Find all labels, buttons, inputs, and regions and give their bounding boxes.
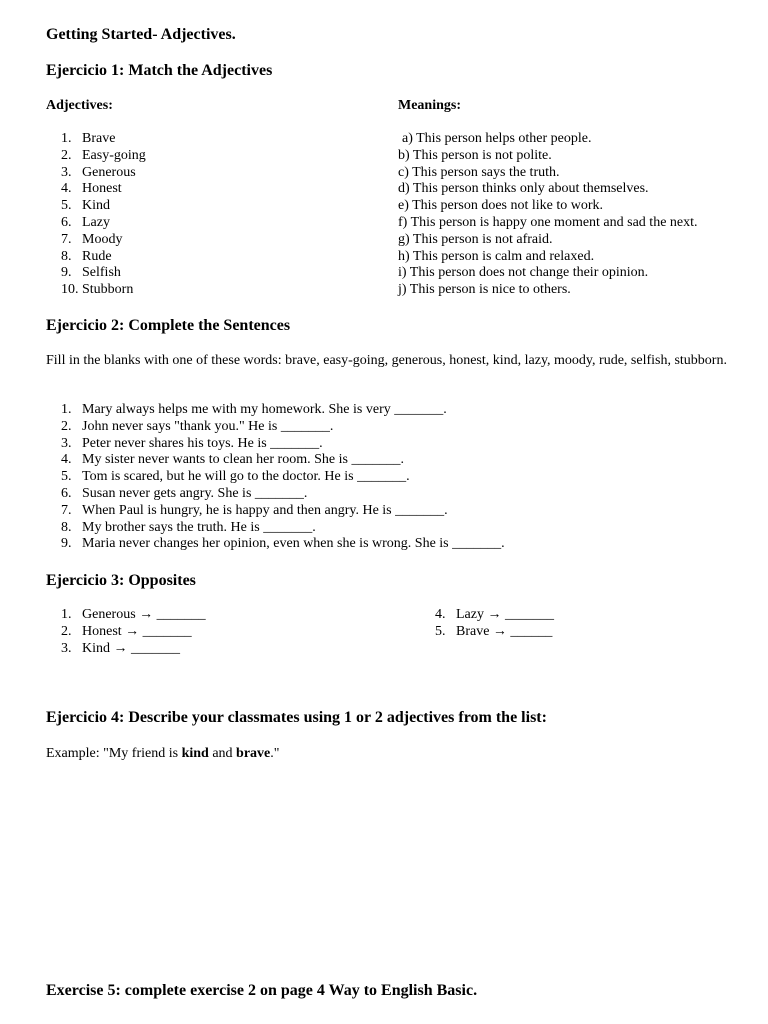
list-item: 9. Selfish: [61, 265, 121, 281]
list-item: 3. Kind → _______: [61, 640, 180, 656]
list-item: 8. Rude: [61, 248, 112, 264]
list-item: 5. Brave → ______: [435, 623, 553, 639]
list-item: 4. Lazy → _______: [435, 607, 554, 622]
list-item: a) This person helps other people.: [402, 131, 592, 146]
list-item: i) This person does not change their opinion.: [398, 265, 649, 281]
list-item: 2. Honest → _______: [61, 623, 192, 639]
list-item: d) This person thinks only about themselves.: [398, 181, 649, 197]
ex4-example: Example: "My friend is kind and brave.": [46, 746, 280, 761]
list-item: 3. Generous: [61, 164, 136, 180]
list-item: 2. John never says "thank you." He is _______.: [61, 418, 334, 434]
list-item: 6. Susan never gets angry. She is _______.: [61, 485, 308, 501]
list-item: b) This person is not polite.: [398, 147, 552, 163]
ex2-heading: Ejercicio 2: Complete the Sentences: [46, 317, 291, 334]
list-item: c) This person says the truth.: [398, 164, 560, 180]
adjectives-label: Adjectives:: [46, 98, 113, 113]
ex1-heading: Ejercicio 1: Match the Adjectives: [46, 62, 273, 79]
list-item: 5. Tom is scared, but he will go to the doctor. He is _______.: [61, 469, 410, 485]
list-item: e) This person does not like to work.: [398, 198, 604, 214]
list-item: 7. Moody: [61, 231, 123, 247]
opposites-right-list: [410, 607, 554, 641]
list-item: 7. When Paul is hungry, he is happy and then angry. He is _______.: [61, 502, 448, 518]
page-title: Getting Started- Adjectives.: [46, 26, 236, 43]
ex4-heading: Ejercicio 4: Describe your classmates using 1 or 2 adjectives from the list:: [46, 709, 547, 726]
list-item: 3. Peter never shares his toys. He is _______.: [61, 435, 323, 451]
list-item: g) This person is not afraid.: [398, 231, 553, 247]
list-item: h) This person is calm and relaxed.: [398, 248, 595, 264]
ex3-heading: Ejercicio 3: Opposites: [46, 572, 196, 589]
list-item: 10. Stubborn: [61, 282, 134, 298]
list-item: 9. Maria never changes her opinion, even when she is wrong. She is _______.: [61, 536, 505, 552]
opposites-left-list: [36, 607, 206, 657]
ex2-instructions: Fill in the blanks with one of these words: brave, easy-going, generous, honest, kind, lazy, moody, rude, selfish, stubborn.: [46, 353, 727, 368]
list-item: 1. Mary always helps me with my homework. She is very _______.: [61, 402, 447, 417]
list-item: 8. My brother says the truth. He is _______.: [61, 519, 316, 535]
list-item: 4. Honest: [61, 181, 122, 197]
meanings-list: [398, 131, 698, 299]
list-item: 2. Easy-going: [61, 147, 146, 163]
list-item: 5. Kind: [61, 198, 110, 214]
adjectives-list: [36, 131, 146, 299]
list-item: 4. My sister never wants to clean her room. She is _______.: [61, 452, 404, 468]
sentences-list: [36, 402, 505, 553]
meanings-label: Meanings:: [398, 98, 461, 113]
ex5-heading: Exercise 5: complete exercise 2 on page 4 Way to English Basic.: [46, 982, 478, 999]
list-item: j) This person is nice to others.: [398, 282, 571, 298]
list-item: 6. Lazy: [61, 214, 110, 230]
list-item: f) This person is happy one moment and sad the next.: [398, 214, 698, 230]
list-item: 1. Brave: [61, 131, 116, 146]
list-item: 1. Generous → _______: [61, 607, 206, 622]
